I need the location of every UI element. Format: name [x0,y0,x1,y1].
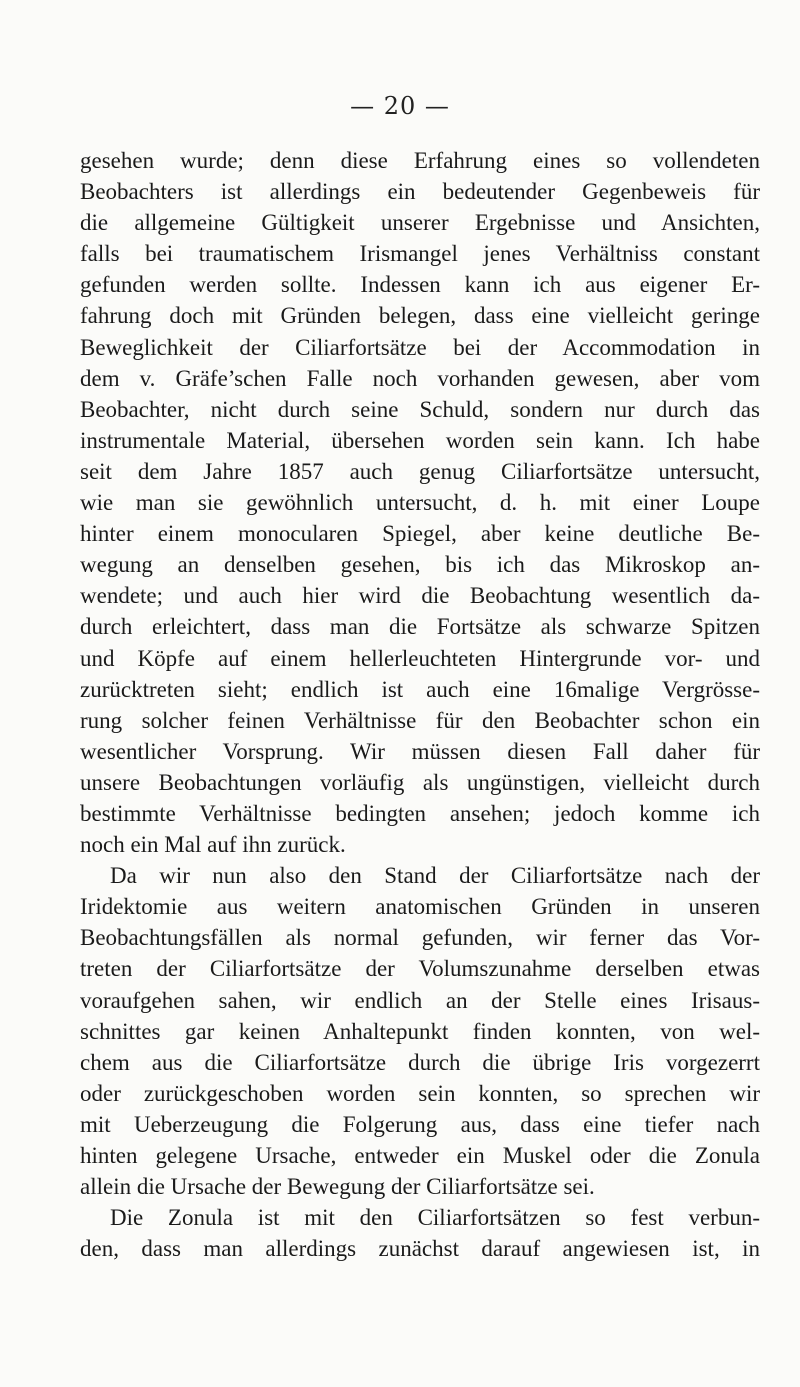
text-line: bestimmte Verhältnisse bedingten ansehen; jedoch komme ich [80,800,760,826]
text-line: Beobachters ist allerdings ein bedeutender Gegenbeweis für [80,179,760,205]
text-line: treten der Ciliarfortsätze der Volumszunahme derselben etwas [80,956,760,982]
text-line: noch ein Mal auf ihn zurück. [80,832,346,858]
text-line: Iridektomie aus weitern anatomischen Gründen in unseren [80,894,760,920]
text-line: oder zurückgeschoben worden sein konnten, so sprechen wir [80,1080,760,1106]
text-line: Beobachtungsfällen als normal gefunden, wir ferner das Vor- [80,925,760,951]
text-line: durch erleichtert, dass man die Fortsätze als schwarze Spitzen [80,614,760,640]
text-line: zurücktreten sieht; endlich ist auch eine 16malige Vergrösse- [80,676,760,702]
text-line: Beweglichkeit der Ciliarfortsätze bei der Accommodation in [80,334,760,360]
text-line: fahrung doch mit Gründen belegen, dass eine vielleicht geringe [80,303,760,329]
body-text [80,145,760,1264]
text-line: chem aus die Ciliarfortsätze durch die übrige Iris vorgezerrt [80,1049,760,1075]
text-line: hinter einem monocularen Spiegel, aber keine deutliche Be- [80,521,760,547]
text-line: wesentlicher Vorsprung. Wir müssen diesen Fall daher für [80,738,760,764]
text-line: gesehen wurde; denn diese Erfahrung eines so vollendeten [80,148,760,173]
text-line: die allgemeine Gültigkeit unserer Ergebnisse und Ansichten, [80,210,760,236]
text-line: Die Zonula ist mit den Ciliarfortsätzen so fest verbun- [110,1205,760,1231]
text-line: wie man sie gewöhnlich untersucht, d. h. mit einer Loupe [80,490,760,516]
text-line: Beobachter, nicht durch seine Schuld, sondern nur durch das [80,396,760,422]
text-line: voraufgehen sahen, wir endlich an der Stelle eines Irisaus- [80,987,760,1013]
text-line: schnittes gar keinen Anhaltepunkt finden konnten, von wel- [80,1018,760,1044]
text-line: instrumentale Material, übersehen worden sein kann. Ich habe [80,427,760,453]
text-line: Da wir nun also den Stand der Ciliarfortsätze nach der [110,863,760,889]
text-line: seit dem Jahre 1857 auch genug Ciliarfortsätze untersucht, [80,458,760,484]
text-line: allein die Ursache der Bewegung der Ciliarfortsätze sei. [80,1174,595,1200]
text-line: wegung an denselben gesehen, bis ich das Mikroskop an- [80,552,760,578]
text-line: unsere Beobachtungen vorläufig als ungünstigen, vielleicht durch [80,769,760,795]
text-line: den, dass man allerdings zunächst darauf angewiesen ist, in [80,1236,760,1262]
text-line: rung solcher feinen Verhältnisse für den Beobachter schon ein [80,707,760,733]
text-line: gefunden werden sollte. Indessen kann ich aus eigener Er- [80,272,760,298]
text-line: falls bei traumatischem Irismangel jenes Verhältniss constant [80,241,760,267]
page-number: — 20 — [350,92,450,120]
text-line: mit Ueberzeugung die Folgerung aus, dass eine tiefer nach [80,1111,760,1137]
text-line: dem v. Gräfe’schen Falle noch vorhanden gewesen, aber vom [80,365,760,391]
text-line: wendete; und auch hier wird die Beobachtung wesentlich da- [80,583,760,609]
text-line: hinten gelegene Ursache, entweder ein Muskel oder die Zonula [80,1143,760,1168]
text-line: und Köpfe auf einem hellerleuchteten Hintergrunde vor- und [80,645,760,671]
